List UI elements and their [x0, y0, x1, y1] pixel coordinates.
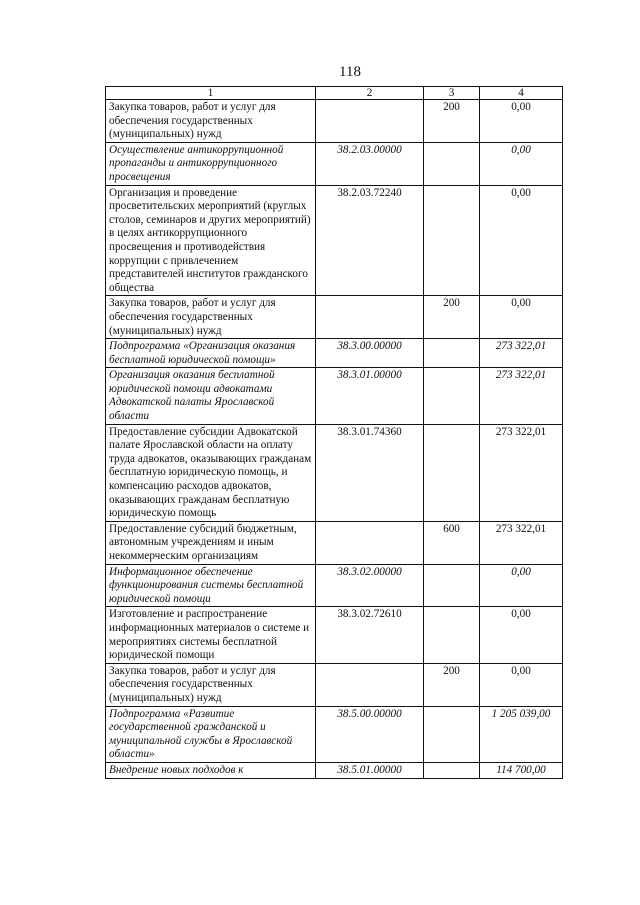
table-row	[106, 706, 563, 762]
row-sum-cell: 0,00	[480, 663, 563, 706]
header-col-4: 4	[480, 87, 563, 100]
row-sum-cell: 0,00	[480, 100, 563, 143]
row-code-cell	[316, 100, 424, 143]
row-kvr-cell	[424, 424, 480, 521]
table-row	[106, 296, 563, 339]
row-sum-cell: 1 205 039,00	[480, 706, 563, 762]
row-name-cell: Изготовление и распространение информационных материалов о системе и мероприятиях системы бесплатной юридической помощи	[106, 607, 316, 663]
row-code-cell: 38.3.02.00000	[316, 564, 424, 607]
row-sum-cell: 114 700,00	[480, 762, 563, 778]
table-row	[106, 564, 563, 607]
row-kvr-cell	[424, 762, 480, 778]
header-col-2: 2	[316, 87, 424, 100]
row-kvr-cell	[424, 607, 480, 663]
row-sum-cell: 0,00	[480, 607, 563, 663]
row-kvr-cell: 200	[424, 100, 480, 143]
row-kvr-cell	[424, 185, 480, 296]
table-row	[106, 521, 563, 564]
row-code-cell: 38.3.00.00000	[316, 339, 424, 368]
row-name-cell: Закупка товаров, работ и услуг для обеспечения государственных (муниципальных) нужд	[106, 663, 316, 706]
row-code-cell: 38.5.00.00000	[316, 706, 424, 762]
row-code-cell	[316, 521, 424, 564]
row-name-cell: Информационное обеспечение функционирования системы бесплатной юридической помощи	[106, 564, 316, 607]
header-col-3: 3	[424, 87, 480, 100]
row-name-cell: Организация и проведение просветительских мероприятий (круглых столов, семинаров и других мероприятий) в целях антикоррупционного просвещения и противодействия коррупции с привлечением представителей институтов гражданского общества	[106, 185, 316, 296]
row-sum-cell: 0,00	[480, 296, 563, 339]
row-name-cell: Подпрограмма «Организация оказания бесплатной юридической помощи»	[106, 339, 316, 368]
row-sum-cell: 273 322,01	[480, 521, 563, 564]
row-code-cell: 38.2.03.72240	[316, 185, 424, 296]
header-col-1: 1	[106, 87, 316, 100]
row-sum-cell: 0,00	[480, 185, 563, 296]
row-code-cell: 38.3.02.72610	[316, 607, 424, 663]
table-row	[106, 339, 563, 368]
row-code-cell	[316, 663, 424, 706]
row-code-cell: 38.3.01.74360	[316, 424, 424, 521]
table-row	[106, 100, 563, 143]
row-kvr-cell	[424, 142, 480, 185]
row-name-cell: Организация оказания бесплатной юридической помощи адвокатами Адвокатской палаты Ярославской области	[106, 368, 316, 424]
row-kvr-cell	[424, 339, 480, 368]
header-row	[106, 87, 563, 100]
row-sum-cell: 273 322,01	[480, 424, 563, 521]
row-kvr-cell: 600	[424, 521, 480, 564]
row-name-cell: Закупка товаров, работ и услуг для обеспечения государственных (муниципальных) нужд	[106, 296, 316, 339]
row-name-cell: Предоставление субсидий бюджетным, автономным учреждениям и иным некоммерческим организациям	[106, 521, 316, 564]
page-number: 118	[339, 64, 361, 80]
table-row	[106, 142, 563, 185]
table-row	[106, 185, 563, 296]
table-row	[106, 663, 563, 706]
row-sum-cell: 0,00	[480, 142, 563, 185]
row-sum-cell: 273 322,01	[480, 339, 563, 368]
table-row	[106, 368, 563, 424]
row-kvr-cell	[424, 564, 480, 607]
row-name-cell: Осуществление антикоррупционной пропаганды и антикоррупционного просвещения	[106, 142, 316, 185]
row-kvr-cell	[424, 368, 480, 424]
row-code-cell	[316, 296, 424, 339]
row-code-cell: 38.3.01.00000	[316, 368, 424, 424]
table-row	[106, 607, 563, 663]
table-row	[106, 762, 563, 778]
row-code-cell: 38.2.03.00000	[316, 142, 424, 185]
row-sum-cell: 0,00	[480, 564, 563, 607]
row-name-cell: Подпрограмма «Развитие государственной гражданской и муниципальной службы в Ярославской области»	[106, 706, 316, 762]
row-name-cell: Внедрение новых подходов к	[106, 762, 316, 778]
row-name-cell: Закупка товаров, работ и услуг для обеспечения государственных (муниципальных) нужд	[106, 100, 316, 143]
budget-table	[105, 86, 563, 779]
row-kvr-cell: 200	[424, 296, 480, 339]
row-kvr-cell	[424, 706, 480, 762]
row-name-cell: Предоставление субсидии Адвокатской палате Ярославской области на оплату труда адвокатов, оказывающих гражданам бесплатную юридическую помощь, и компенсацию расходов адвокатов, оказывающих гражданам бесплатную юридическую помощь	[106, 424, 316, 521]
row-code-cell: 38.5.01.00000	[316, 762, 424, 778]
row-kvr-cell: 200	[424, 663, 480, 706]
table-row	[106, 424, 563, 521]
row-sum-cell: 273 322,01	[480, 368, 563, 424]
